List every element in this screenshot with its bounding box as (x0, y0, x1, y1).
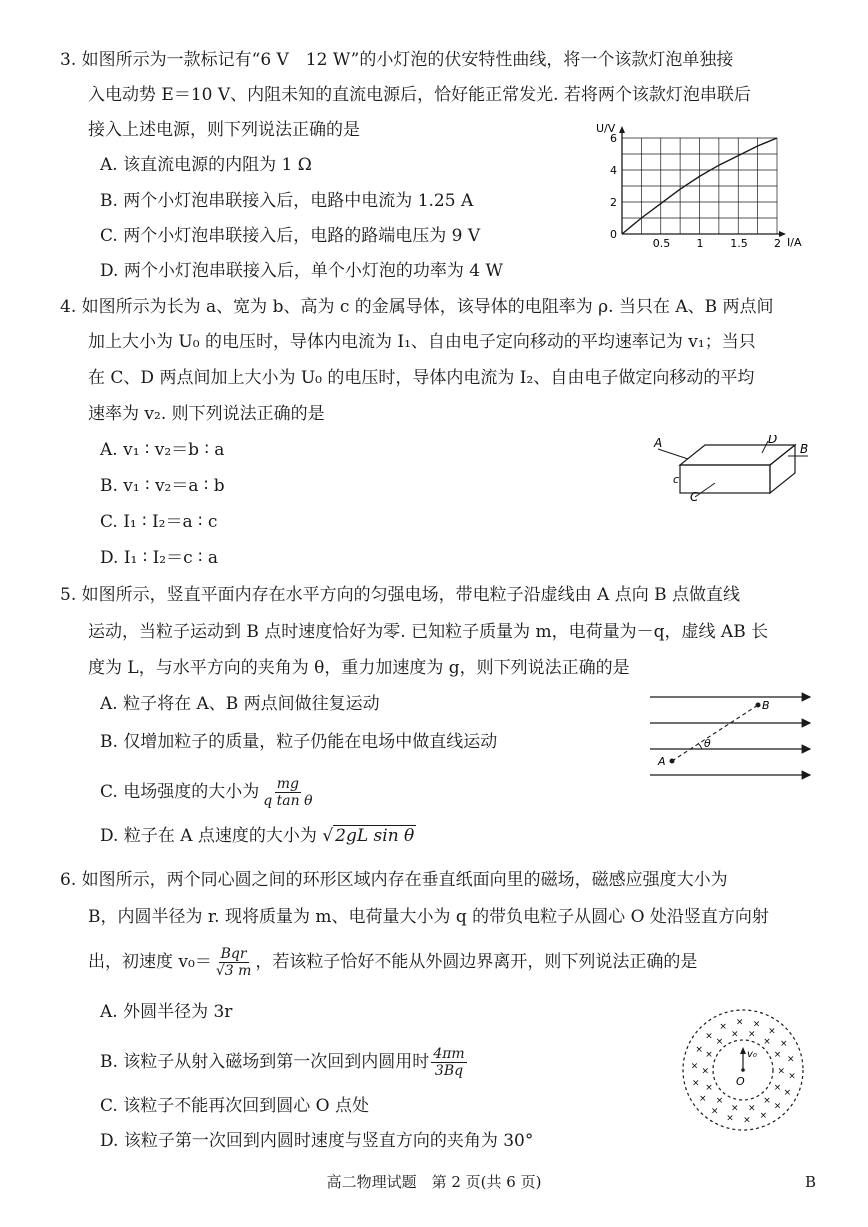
cross-mark: × (705, 1083, 713, 1093)
x-axis-label: I/A (787, 236, 802, 249)
point-a (670, 759, 675, 764)
cross-mark: × (773, 1083, 782, 1093)
cross-mark: × (748, 1029, 756, 1040)
label-theta: θ (704, 737, 711, 750)
cross-mark: × (701, 1066, 710, 1077)
iv-chart (590, 120, 820, 250)
cross-mark: × (743, 1115, 751, 1126)
cross-mark: × (719, 1021, 727, 1032)
cross-mark: × (690, 1061, 699, 1072)
q5-option-c-text: C. 电场强度的大小为 (100, 782, 260, 802)
q4-line-3: 在 C、D 两点间加上大小为 U₀ 的电压时，导体内电流为 I₂、自由电子做定向移动的平均 (88, 368, 755, 388)
cross-mark: × (783, 1087, 792, 1098)
fraction-denominator: 3Bq (434, 1063, 464, 1079)
q3-option-d: D. 两个小灯泡串联接入后，单个小灯泡的功率为 4 W (100, 261, 503, 281)
fraction-denominator: √3 m (215, 963, 252, 979)
y-tick-label: 0 (610, 228, 617, 241)
label-height-c: c (673, 473, 680, 486)
q6-option-b-fraction (431, 1046, 466, 1079)
cross-mark: × (692, 1078, 700, 1089)
page-footer: 高二物理试题 第 2 页(共 6 页) (326, 1173, 542, 1191)
cross-mark: × (748, 1103, 756, 1114)
q4-option-b: B. v₁ ∶ v₂＝a ∶ b (100, 476, 225, 496)
cross-mark: × (705, 1031, 713, 1042)
q5-option-b: B. 仅增加粒子的质量，粒子仍能在电场中做直线运动 (100, 732, 498, 752)
cross-mark: × (780, 1038, 788, 1049)
cross-mark: × (726, 1113, 734, 1124)
cross-mark: × (768, 1026, 776, 1037)
point-b (756, 703, 761, 708)
q6-v0-text: 出，初速度 v₀＝ (88, 952, 212, 972)
q6-line-1: 6. 如图所示，两个同心圆之间的环形区域内存在垂直纸面向里的磁场，磁感应强度大小为 (60, 870, 728, 890)
q5-option-d-radicand: 2gL sin θ (335, 826, 415, 846)
velocity-arrowhead (740, 1047, 746, 1054)
q4-line-4: 速率为 v₂. 则下列说法正确的是 (88, 404, 325, 424)
label-d: D (768, 435, 778, 446)
cross-mark: × (763, 1096, 771, 1107)
angle-arc (698, 743, 702, 749)
q3-line-3: 接入上述电源，则下列说法正确的是 (88, 120, 360, 140)
cross-mark: × (731, 1103, 739, 1114)
cross-mark: × (763, 1036, 771, 1047)
y-tick-label: 2 (610, 196, 617, 209)
q4-line-2: 加上大小为 U₀ 的电压时，导体内电流为 I₁、自由电子定向移动的平均速率记为 v₁；当只 (88, 332, 756, 352)
fraction-numerator: 4πm (433, 1046, 465, 1062)
cross-mark: × (715, 1096, 724, 1107)
q4-option-d: D. I₁ ∶ I₂＝c ∶ a (100, 548, 219, 568)
block-side-face (770, 445, 795, 493)
q6-line-3 (88, 946, 697, 979)
fraction-numerator: Bqr (220, 946, 247, 962)
cross-mark: × (731, 1029, 739, 1040)
label-b: B (762, 699, 770, 712)
fraction-numerator: mg (276, 776, 299, 792)
label-v0: v₀ (747, 1049, 757, 1060)
block-front-face (680, 465, 770, 493)
q6-option-d: D. 该粒子第一次回到内圆时速度与竖直方向的夹角为 30° (100, 1131, 534, 1151)
conductor-block-diagram (650, 435, 820, 505)
center-o (741, 1068, 745, 1072)
x-tick-label: 2 (774, 237, 781, 250)
q5-line-2: 运动，当粒子运动到 B 点时速度恰好为零. 已知粒子质量为 m，电荷量为－q，虚线 AB 长 (88, 622, 769, 642)
q5-line-1: 5. 如图所示，竖直平面内存在水平方向的匀强电场，带电粒子沿虚线由 A 点向 B 点做直线 (60, 585, 741, 605)
label-b: B (800, 442, 809, 456)
q3-option-a: A. 该直流电源的内阻为 1 Ω (100, 155, 312, 175)
q4-option-c: C. I₁ ∶ I₂＝a ∶ c (100, 512, 218, 532)
cross-mark: × (759, 1111, 768, 1122)
cross-mark: × (699, 1094, 707, 1105)
label-o: O (736, 1075, 745, 1088)
electric-field-diagram (640, 685, 820, 790)
cross-mark: × (710, 1106, 719, 1117)
y-axis-label: U/V (596, 122, 616, 135)
cross-mark: × (788, 1071, 796, 1082)
cross-mark: × (773, 1101, 782, 1112)
label-c: C (690, 490, 699, 504)
y-tick-label: 6 (610, 132, 617, 145)
q4-option-a: A. v₁ ∶ v₂＝b ∶ a (100, 440, 225, 460)
q5-option-c-fraction (261, 776, 314, 809)
q6-v0-fraction (214, 946, 254, 979)
version-mark: B (805, 1173, 817, 1191)
y-tick-label: 4 (610, 164, 617, 177)
chart-grid (622, 138, 777, 234)
q6-option-a: A. 外圆半径为 3r (100, 1002, 233, 1022)
q6-option-b (100, 1046, 469, 1079)
q3-option-c: C. 两个小灯泡串联接入后，电路的路端电压为 9 V (100, 226, 481, 246)
x-tick-label: 1.5 (730, 237, 748, 250)
cross-mark: × (777, 1066, 786, 1077)
q5-line-3: 度为 L，与水平方向的夹角为 θ，重力加速度为 g，则下列说法正确的是 (88, 658, 630, 678)
q6-option-c: C. 该粒子不能再次回到圆心 O 点处 (100, 1096, 369, 1116)
fraction-denominator: q tan θ (263, 793, 313, 809)
label-a: A (658, 755, 666, 768)
q5-option-d-text: D. 粒子在 A 点速度的大小为 √ (100, 826, 334, 846)
cross-mark: × (787, 1054, 795, 1065)
cross-mark: × (715, 1036, 724, 1047)
label-a: A (654, 436, 663, 450)
cross-mark: × (735, 1017, 744, 1028)
magnetic-field-diagram (678, 1005, 808, 1135)
y-axis-arrow (619, 126, 625, 133)
q5-option-c (100, 776, 317, 809)
chart-ticks (610, 132, 781, 250)
x-tick-label: 1 (696, 237, 704, 250)
q5-option-a: A. 粒子将在 A、B 两点间做往复运动 (100, 694, 380, 714)
cross-mark: × (752, 1019, 761, 1030)
cross-mark: × (705, 1050, 713, 1060)
q6-option-b-text: B. 该粒子从射入磁场到第一次回到内圆用时 (100, 1052, 430, 1072)
q6-line-3-rest: ，若该粒子恰好不能从外圆边界离开，则下列说法正确的是 (255, 952, 698, 972)
q3-option-b: B. 两个小灯泡串联接入后，电路中电流为 1.25 A (100, 191, 474, 211)
block-top-face (680, 445, 795, 465)
x-tick-label: 0.5 (652, 237, 671, 250)
cross-mark: × (695, 1045, 703, 1056)
lead-a (658, 449, 688, 459)
q5-option-d (100, 824, 416, 848)
q4-line-1: 4. 如图所示为长为 a、宽为 b、高为 c 的金属导体，该导体的电阻率为 ρ. 当只在 A、B 两点间 (60, 297, 774, 317)
q3-line-1: 3. 如图所示为一款标记有“6 V 12 W”的小灯泡的伏安特性曲线，将一个该款灯泡单独接 (60, 50, 734, 70)
q6-line-2: B，内圆半径为 r. 现将质量为 m、电荷量大小为 q 的带负电粒子从圆心 O 处沿竖直方向射 (88, 907, 769, 927)
cross-mark: × (773, 1050, 782, 1060)
q3-line-2: 入电动势 E＝10 V、内阻未知的直流电源后，恰好能正常发光. 若将两个该款灯泡串联后 (88, 85, 751, 105)
path-ab (672, 705, 758, 761)
